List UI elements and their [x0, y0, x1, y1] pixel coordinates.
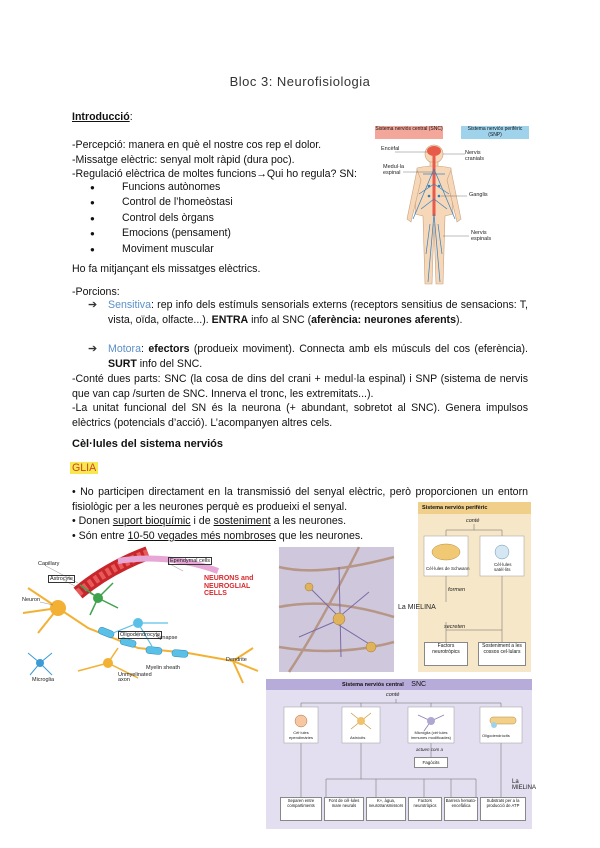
- surt-text: SURT: [108, 357, 137, 370]
- motora-text3: info del SNC.: [136, 357, 203, 370]
- sensitiva-text: : rep info dels estímuls sensorials externs (receptors sensitius de sensacions: T, vista, oïda, olfacte...).: [108, 299, 528, 326]
- ependimaries-label: Cèl·lules ependimàries: [288, 730, 313, 740]
- arrow-icon: ➔: [88, 299, 98, 311]
- medula-label: Medul·la espinal: [383, 164, 405, 176]
- intro-heading: Introducció: [72, 111, 130, 123]
- snp-title: Sistema nerviós perifèric: [418, 502, 531, 514]
- intro-line: -Missatge elèctric: senyal molt ràpid (dura poc).: [72, 153, 295, 166]
- nervis-cranials-label: Nervis cranials: [465, 150, 484, 162]
- nervis-espinals-label: Nervis espinals: [471, 230, 492, 242]
- cels-heading: Cèl·lules del sistema nerviós: [72, 438, 224, 450]
- intro-line: -Percepció: manera en què el nostre cos rep el dolor.: [72, 139, 322, 151]
- p3-text2: que les neurones.: [275, 530, 364, 542]
- snp-header: Sistema nerviós perifèric (SNP): [461, 126, 529, 139]
- fagocits-box: Fagòcits: [414, 757, 448, 768]
- snc-header: Sistema nerviós central (SNC): [375, 126, 443, 139]
- snc-diagram: [266, 679, 537, 829]
- list-item: ● Moviment muscular: [122, 242, 233, 257]
- snp-formen: formen: [448, 587, 466, 593]
- encefal-label: Encèfal: [381, 146, 400, 152]
- glia-label: GLIA: [72, 462, 97, 474]
- snc-title-abbr: SNC: [411, 681, 427, 688]
- ependymal-label: Ependymal cells: [170, 558, 211, 564]
- list-item: ● Control de l’homeòstasi: [122, 195, 233, 210]
- functions-list: [122, 180, 233, 257]
- ganglis-label: Ganglis: [469, 192, 488, 198]
- neurons-neuroglial-figure: [18, 553, 270, 689]
- astrocits-label: Astròcits: [350, 735, 366, 740]
- oligo-label: Oligodendrocyte: [120, 632, 161, 638]
- satel-label: Cèl·lules satèl·lits: [494, 562, 512, 572]
- snc-conte: conté: [386, 692, 400, 698]
- snc-box-3: K+, àgua, neurotransmissors: [366, 797, 406, 821]
- p2-text3: a les neurones.: [270, 515, 347, 527]
- snc-box-5: Barrera hemato-encefàlica: [444, 797, 478, 821]
- unmyelinated-label: Unmyelinated axon: [118, 672, 152, 683]
- neuroglia-title-line: NEUROGLIAL: [204, 582, 251, 590]
- neuroglia-illustration: [18, 553, 270, 689]
- myelin-label: Myelin sheath: [146, 665, 180, 671]
- snc-box-2: Font de cèl·lules mare neurals: [324, 797, 364, 821]
- capillary-label: Capillary: [38, 561, 60, 567]
- snp-conte: conté: [466, 518, 480, 524]
- motora-paragraph: [88, 342, 528, 371]
- p2-text: • Donen: [72, 515, 113, 527]
- list-item: ● Control dels òrgans: [122, 211, 233, 226]
- motora-label: Motora: [108, 343, 141, 355]
- glia-paragraph-2: [72, 514, 402, 529]
- intro-colon: :: [129, 111, 133, 123]
- neuroglia-title-line: CELLS: [204, 590, 227, 597]
- schwann-label: Cèl·lules de Schwann: [426, 566, 470, 571]
- factors-box: Factors neurotròpics: [424, 642, 468, 666]
- micrograph-illustration: [279, 547, 394, 672]
- glia-paragraph-3: [72, 529, 402, 544]
- intro-heading-row: [72, 110, 133, 125]
- list-item: ● Emocions (pensament): [122, 226, 233, 241]
- snp-mielina-label: La MIELINA: [398, 604, 436, 611]
- intro-line: -Regulació elèctrica de moltes funcions→Qui ho regula? SN:: [72, 168, 357, 181]
- motora-text2: (produeix moviment). Connecta amb els músculs del cos (eferència).: [189, 343, 528, 355]
- sosteniment-box: Sosteniment a les cossos cel·lulars: [478, 642, 526, 666]
- sosteniment: sosteniment: [213, 515, 271, 527]
- arrow-icon: ➔: [88, 343, 98, 355]
- sensitiva-text3: ).: [455, 313, 463, 326]
- entra-text: ENTRA: [211, 313, 249, 326]
- intro-lines: [72, 138, 372, 182]
- astrocyte-label: Astrocyte: [50, 576, 73, 582]
- p3-text: • Són entre: [72, 530, 128, 542]
- microglia-label: Microglia: [32, 677, 55, 683]
- list-item: ● Funcions autònomes: [122, 180, 233, 195]
- motora-text: :: [140, 343, 149, 355]
- neuroglia-title-line: NEURONS and: [204, 575, 254, 582]
- nervous-system-body-figure: [373, 124, 533, 290]
- ho-fa-line: Ho fa mitjançant els missatges elèctrics.: [72, 263, 261, 275]
- dendrite-label: Dendrite: [226, 657, 247, 663]
- synapse-label: Synapse: [156, 635, 178, 641]
- unitat-paragraph: -La unitat funcional del SN és la neurona (+ abundant, sobretot al SNC). Genera impulsos elèctrics (potencials d’acció). L’acompanyen altres cels.: [72, 402, 528, 429]
- oligo-snc-label: Oligodendròcits: [482, 733, 510, 738]
- sensitiva-paragraph: [88, 298, 528, 327]
- p2-text2: i de: [190, 515, 214, 527]
- sensitiva-label: Sensitiva: [108, 299, 151, 311]
- porcions-line: -Porcions:: [72, 286, 120, 298]
- glia-micrograph: [279, 547, 394, 672]
- snc-box-4: Factors neurotròpics: [408, 797, 442, 821]
- actuen-label: actuen com a: [416, 747, 444, 752]
- aferencia-text: aferència: neurones aferents: [311, 313, 456, 326]
- snc-box-1: Separen entre compartiments: [280, 797, 322, 821]
- neuron-label: Neuron: [22, 597, 41, 603]
- page-title: Bloc 3: Neurofisiologia: [229, 74, 371, 89]
- neuroglia-title: [204, 575, 253, 598]
- snc-title-text: Sistema nerviós central: [342, 682, 404, 688]
- snc-mielina-label: La MIELINA: [512, 779, 537, 791]
- conte-paragraph: -Conté dues parts: SNC (la cosa de dins del crani + medul·la espinal) i SNP (sistema de nervis que van cap /surten de SNC. Innerva el tronc, les extremitats...).: [72, 373, 528, 400]
- glia-paragraph-1: • No participen directament en la transmissió del senyal elèctric, però proporcionen un entorn fisiològic per a les neurones perquè es produeixi el senyal.: [72, 486, 528, 513]
- snp-secreten: secreten: [444, 624, 466, 630]
- suport-bioquimic: suport bioquímic: [112, 515, 191, 527]
- efectors-text: efectors: [148, 343, 190, 355]
- sensitiva-text2: info al SNC (: [248, 313, 312, 326]
- snc-box-6: Substrats per a la producció de ATP: [480, 797, 526, 821]
- nombroses: 10-50 vegades més nombroses: [127, 530, 276, 542]
- glia-heading: [70, 461, 98, 476]
- snp-diagram: [418, 502, 531, 672]
- microglia-snc-label: Micròglia (cèl·lules immunes modificades): [410, 730, 451, 740]
